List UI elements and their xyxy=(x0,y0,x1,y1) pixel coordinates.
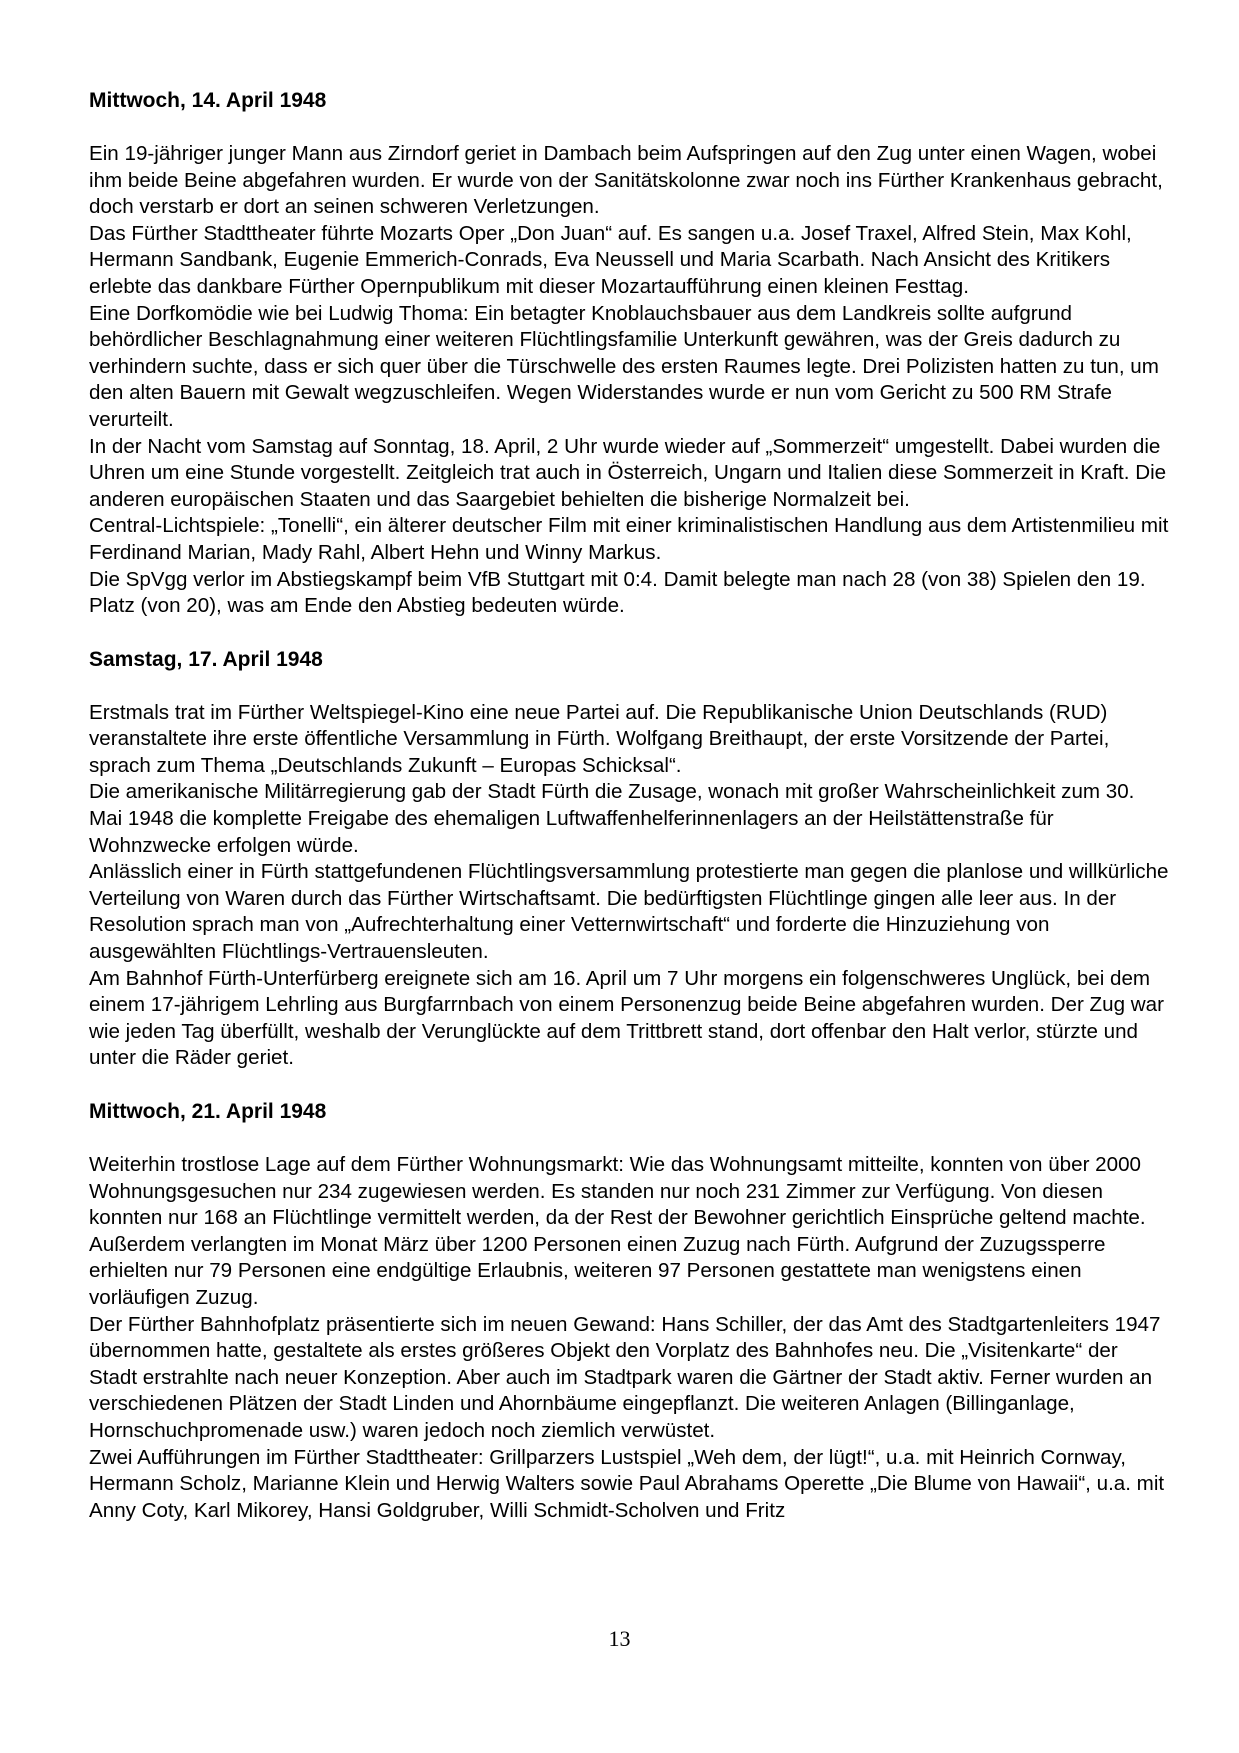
paragraph: Zwei Aufführungen im Fürther Stadttheater: Grillparzers Lustspiel „Weh dem, der lügt!“, u.a. mit Heinrich Cornway, Hermann Scholz, Marianne Klein und Herwig Walters sowie Paul Abrahams Operette „Die Blume von Hawaii“, u.a. mit Anny Coty, Karl Mikorey, Hansi Goldgruber, Willi Schmidt-Scholven und Fritz xyxy=(89,1445,1165,1522)
section-heading: Mittwoch, 14. April 1948 xyxy=(89,89,327,112)
paragraph: Die amerikanische Militärregierung gab der Stadt Fürth die Zusage, wonach mit großer Wahrscheinlichkeit zum 30. Mai 1948 die komplette Freigabe des ehemaligen Luftwaffenhelferinnenlagers an der Heilstättenstraße für Wohnzwecke erfolgen würde. xyxy=(89,780,1135,857)
section-april-14 xyxy=(89,88,1169,620)
paragraph: Am Bahnhof Fürth-Unterfürberg ereignete sich am 16. April um 7 Uhr morgens ein folgenschweres Unglück, bei dem einem 17-jährigem Lehrling aus Burgfarrnbach von einem Personenzug beide Beine abgefahren wurden. Der Zug war wie jeden Tag überfüllt, weshalb der Verunglückte auf dem Trittbrett stand, dort offenbar den Halt verlor, stürzte und unter die Räder geriet. xyxy=(89,966,1164,1070)
paragraph: Eine Dorfkomödie wie bei Ludwig Thoma: Ein betagter Knoblauchsbauer aus dem Landkreis sollte aufgrund behördlicher Beschlagnahmung einer weiteren Flüchtlingsfamilie Unterkunft gewähren, was der Greis dadurch zu verhindern suchte, dass er sich quer über die Türschwelle des ersten Raumes legte. Drei Polizisten hatten zu tun, um den alten Bauern mit Gewalt wegzuschleifen. Wegen Widerstandes wurde er nun vom Gericht zu 500 RM Strafe verurteilt. xyxy=(89,301,1159,431)
section-april-21 xyxy=(89,1099,1169,1524)
paragraph: Erstmals trat im Fürther Weltspiegel-Kino eine neue Partei auf. Die Republikanische Union Deutschlands (RUD) veranstaltete ihre erste öffentliche Versammlung in Fürth. Wolfgang Breithaupt, der erste Vorsitzende der Partei, sprach zum Thema „Deutschlands Zukunft – Europas Schicksal“. xyxy=(89,700,1110,777)
section-heading: Samstag, 17. April 1948 xyxy=(89,647,323,671)
section-april-17 xyxy=(89,647,1169,1072)
document-page xyxy=(89,88,1169,1524)
paragraph: Das Fürther Stadttheater führte Mozarts Oper „Don Juan“ auf. Es sangen u.a. Josef Traxel, Alfred Stein, Max Kohl, Hermann Sandbank, Eugenie Emmerich-Conrads, Eva Neussell und Maria Scarbath. Nach Ansicht des Kritikers erlebte das dankbare Fürther Opernpublikum mit dieser Mozartaufführung einen kleinen Festtag. xyxy=(89,221,1132,298)
page-number: 13 xyxy=(608,1626,631,1651)
paragraph: Anlässlich einer in Fürth stattgefundenen Flüchtlingsversammlung protestierte man gegen die planlose und willkürliche Verteilung von Waren durch das Fürther Wirtschaftsamt. Die bedürftigsten Flüchtlinge gingen alle leer aus. In der Resolution sprach man von „Aufrechterhaltung einer Vetternwirtschaft“ und forderte die Hinzuziehung von ausgewählten Flüchtlings-Vertrauensleuten. xyxy=(89,860,1169,964)
paragraph: Weiterhin trostlose Lage auf dem Fürther Wohnungsmarkt: Wie das Wohnungsamt mitteilte, konnten von über 2000 Wohnungsgesuchen nur 234 zugewiesen werden. Es standen nur noch 231 Zimmer zur Verfügung. Von diesen konnten nur 168 an Flüchtlinge vermittelt werden, da der Rest der Bewohner gerichtlich Einsprüche geltend machte. Außerdem verlangten im Monat März über 1200 Personen einen Zuzug nach Fürth. Aufgrund der Zuzugssperre erhielten nur 79 Personen eine endgültige Erlaubnis, weiteren 97 Personen gestattete man wenigstens einen vorläufigen Zuzug. xyxy=(89,1153,1146,1309)
paragraph: In der Nacht vom Samstag auf Sonntag, 18. April, 2 Uhr wurde wieder auf „Sommerzeit“ umgestellt. Dabei wurden die Uhren um eine Stunde vorgestellt. Zeitgleich trat auch in Österreich, Ungarn und Italien diese Sommerzeit in Kraft. Die anderen europäischen Staaten und das Saargebiet behielten die bisherige Normalzeit bei. xyxy=(89,434,1167,511)
section-heading: Mittwoch, 21. April 1948 xyxy=(89,1100,327,1123)
paragraph: Central-Lichtspiele: „Tonelli“, ein älterer deutscher Film mit einer kriminalistischen Handlung aus dem Artistenmilieu mit Ferdinand Marian, Mady Rahl, Albert Hehn und Winny Markus. xyxy=(89,514,1169,564)
paragraph: Die SpVgg verlor im Abstiegskampf beim VfB Stuttgart mit 0:4. Damit belegte man nach 28 (von 38) Spielen den 19. Platz (von 20), was am Ende den Abstieg bedeuten würde. xyxy=(89,567,1146,618)
paragraph: Ein 19-jähriger junger Mann aus Zirndorf geriet in Dambach beim Aufspringen auf den Zug unter einen Wagen, wobei ihm beide Beine abgefahren wurden. Er wurde von der Sanitätskolonne zwar noch ins Fürther Krankenhaus gebracht, doch verstarb er dort an seinen schweren Verletzungen. xyxy=(89,142,1163,219)
paragraph: Der Fürther Bahnhofplatz präsentierte sich im neuen Gewand: Hans Schiller, der das Amt des Stadtgartenleiters 1947 übernommen hatte, gestaltete als erstes größeres Objekt den Vorplatz des Bahnhofes neu. Die „Visitenkarte“ der Stadt erstrahlte nach neuer Konzeption. Aber auch im Stadtpark waren die Gärtner der Stadt aktiv. Ferner wurden an verschiedenen Plätzen der Stadt Linden und Ahornbäume eingepflanzt. Die weiteren Anlagen (Billinganlage, Hornschuchpromenade usw.) waren jedoch noch ziemlich verwüstet. xyxy=(89,1312,1161,1442)
